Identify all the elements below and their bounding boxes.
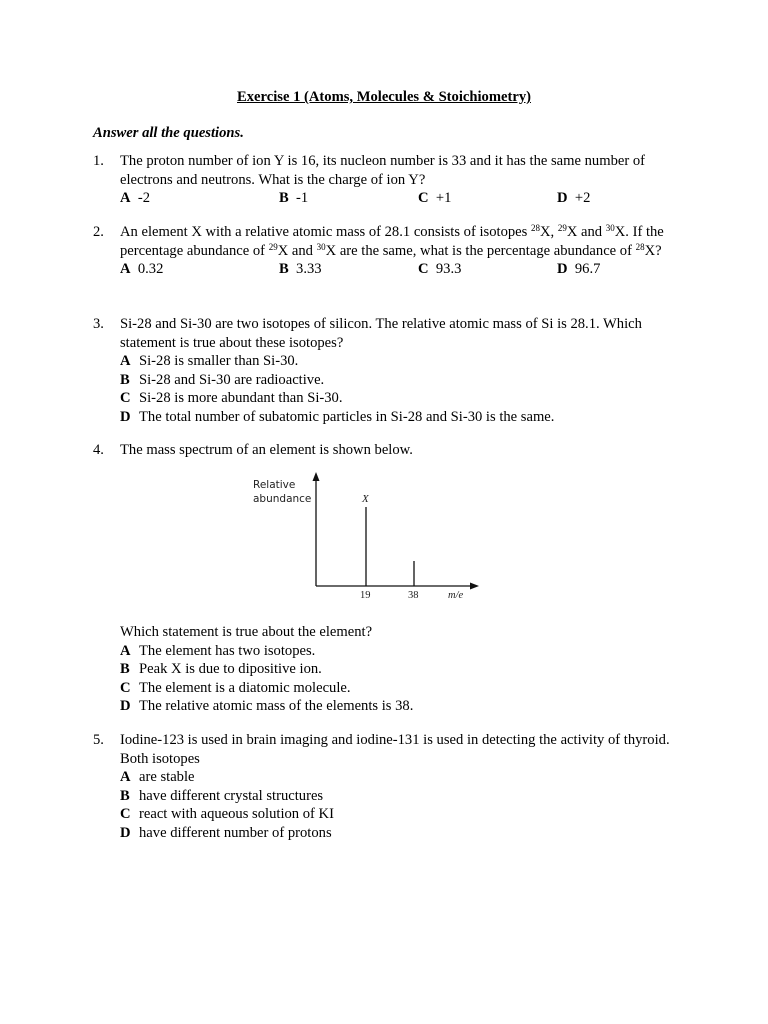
options-row [120,260,683,279]
x-axis-label: m/e [448,590,464,601]
mass-spectrum-diagram [250,470,490,606]
question-number: 3. [93,316,104,332]
option-d: D The total number of subatomic particles in Si-28 and Si-30 is the same. [120,408,555,425]
options-row [120,189,683,208]
option-a: A are stable [120,769,195,785]
y-axis-label-line2: abundance [253,493,312,505]
options-list [120,352,683,426]
x-tick-19: 19 [360,590,371,601]
instructions: Answer all the questions. [93,125,244,141]
option-a: A The element has two isotopes. [120,642,316,659]
question-stem: The mass spectrum of an element is shown below. [120,442,413,458]
question-4-continued [93,623,683,716]
question-stem: An element X with a relative atomic mass of 28.1 consists of isotopes $^{28}$X, $^{29}$X and $^{30}$X. If the percentage abundance of $^{29}$X and $^{30}$X are the same, what is the percentage abundance of $^{28}$X? [120,223,664,259]
option-c: C react with aqueous solution of KI [120,806,334,822]
option-c: C 93.3 [418,261,462,277]
question-stem: The proton number of ion Y is 16, its nucleon number is 33 and it has the same number of electrons and neutrons. What is the charge of ion Y? [120,153,646,188]
question-4 [93,441,683,460]
options-list [120,642,683,716]
question-3 [93,315,683,426]
option-a: A -2 [120,190,151,206]
question-stem: Iodine-123 is used in brain imaging and iodine-131 is used in detecting the activity of thyroid. Both isotopes [120,732,670,767]
option-b: B -1 [279,190,309,206]
option-a: A 0.32 [120,261,164,277]
page-title: Exercise 1 (Atoms, Molecules & Stoichiometry) [237,89,531,105]
question-number: 5. [93,732,104,748]
question-5 [93,731,683,842]
option-d: D +2 [557,190,591,206]
question-1 [93,152,683,208]
option-b: B Peak X is due to dipositive ion. [120,661,322,677]
question-number: 1. [93,153,104,169]
y-axis-label-line1: Relative [253,479,296,491]
option-c: C The element is a diatomic molecule. [120,679,351,696]
option-b: B have different crystal structures [120,787,324,804]
question-prompt: Which statement is true about the element? [120,624,373,640]
question-number: 4. [93,442,104,458]
question-2 [93,223,683,279]
question-number: 2. [93,224,104,240]
option-d: D have different number of protons [120,824,332,841]
question-stem: Si-28 and Si-30 are two isotopes of silicon. The relative atomic mass of Si is 28.1. Which statement is true about these isotopes? [120,316,642,351]
x-tick-38: 38 [408,590,419,601]
y-axis-arrow [313,472,320,481]
option-b: B 3.33 [279,261,322,277]
option-c: C +1 [418,190,452,206]
option-b: B Si-28 and Si-30 are radioactive. [120,371,325,388]
peak-label: X [362,493,369,505]
option-d: D The relative atomic mass of the elements is 38. [120,698,414,714]
x-axis-arrow [470,583,479,590]
option-d: D 96.7 [557,261,601,277]
option-a: A Si-28 is smaller than Si-30. [120,353,299,369]
options-list [120,768,683,842]
option-c: C Si-28 is more abundant than Si-30. [120,390,343,406]
